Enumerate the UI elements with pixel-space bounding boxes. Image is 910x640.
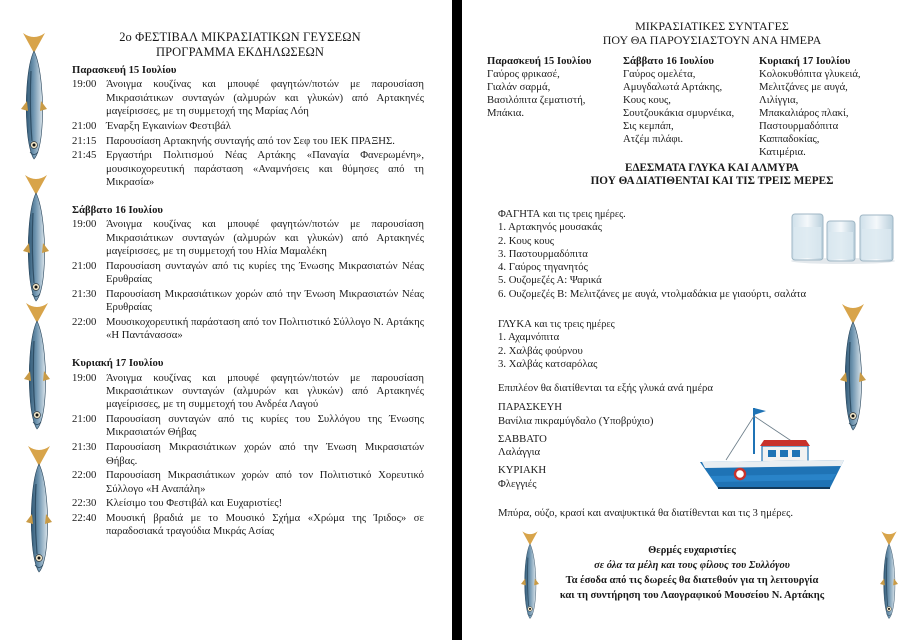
event-row bbox=[72, 260, 424, 287]
event-time: 19:00 bbox=[72, 371, 97, 384]
event-description: Παρουσίαση συνταγών από τις κυρίες του Συλλόγου της Ένωσης Μικρασιατών Θήβας bbox=[106, 413, 424, 439]
dishes-subtitle bbox=[562, 162, 862, 187]
recipe-item: Κολοκυθόπιτα γλυκειά, bbox=[759, 68, 861, 80]
recipe-column-saturday bbox=[623, 55, 759, 159]
event-row bbox=[72, 218, 424, 258]
extra-item: Φλεγγιές bbox=[498, 477, 537, 490]
event-time: 22:00 bbox=[72, 315, 97, 328]
sweet-item: 1. Αχαμνόπιτα bbox=[498, 331, 560, 344]
recipe-columns bbox=[487, 55, 895, 159]
right-panel-recipes bbox=[462, 0, 910, 640]
event-row bbox=[72, 413, 424, 440]
event-row bbox=[72, 316, 424, 343]
event-description: Παρουσίαση Μικρασιάτικων χορών από τον Πολιτιστικό Χορευτικό Σύλλογο «Η Αναπάλη» bbox=[106, 469, 424, 495]
thanks-heading: Θερμές ευχαριστίες bbox=[648, 545, 736, 556]
event-row bbox=[72, 288, 424, 315]
recipe-item: Γιαλάν σαρμά, bbox=[487, 81, 551, 93]
program-title-line1: 2ο ΦΕΣΤΙΒΑΛ ΜΙΚΡΑΣΙΑΤΙΚΩΝ ΓΕΥΣΕΩΝ bbox=[119, 30, 361, 44]
foods-heading-line bbox=[498, 208, 893, 221]
event-time: 22:00 bbox=[72, 469, 97, 482]
event-row bbox=[72, 135, 424, 148]
event-time: 21:30 bbox=[72, 287, 97, 300]
recipe-item: Βασιλόπιτα ζεματιστή, bbox=[487, 94, 586, 106]
day-heading: Κυριακή 17 Ιουλίου bbox=[72, 357, 164, 370]
event-description: Μουσική βραδιά με το Μουσικό Σχήμα «Χρώμα της Ίριδος» σε παραδοσιακά τραγούδια Μικράς Ασίας bbox=[106, 512, 424, 538]
recipe-item: Παστουρμαδόπιτα bbox=[759, 120, 839, 132]
recipe-item: Αμυγδαλωτά Αρτάκης, bbox=[623, 81, 723, 93]
event-description: Παρουσίαση Μικρασιάτικων χορών από την Ένωση Μικρασιατών Νέας Ερυθραίας bbox=[106, 287, 424, 314]
page-divider bbox=[452, 0, 462, 640]
event-description: Άνοιγμα κουζίνας και μπουφέ φαγητών/ποτών με παρουσίαση Μικρασιάτικων συνταγών (αλμυρών και γλυκών) από Αρτακηνές μαγείρισσες, με τη συμμετοχή του Ανδρέα Λαγού bbox=[106, 371, 424, 411]
recipes-title bbox=[562, 20, 862, 47]
event-time: 21:30 bbox=[72, 441, 97, 454]
food-item: 5. Ουζομεζές Α: Ψαρικά bbox=[498, 274, 602, 287]
recipe-day-heading: Κυριακή 17 Ιουλίου bbox=[759, 55, 851, 67]
food-item: 2. Κους κους bbox=[498, 234, 554, 247]
sweets-heading-suffix: και τις τρεις ημέρες bbox=[531, 319, 615, 330]
event-time: 21:00 bbox=[72, 119, 97, 132]
recipe-item: Γαύρος ομελέτα, bbox=[623, 68, 696, 80]
day-heading: Σάββατο 16 Ιουλίου bbox=[72, 203, 163, 216]
program-title bbox=[80, 30, 400, 60]
recipe-item: Κους κους, bbox=[623, 94, 671, 106]
food-item: 4. Γαύρος τηγανητός bbox=[498, 261, 588, 274]
recipes-title-line1: ΜΙΚΡΑΣΙΑΤΙΚΕΣ ΣΥΝΤΑΓΕΣ bbox=[635, 19, 789, 33]
recipe-item: Καππαδοκίας, bbox=[759, 133, 820, 145]
recipe-item: Μελιτζάνες με αυγά, bbox=[759, 81, 848, 93]
extra-sweets-intro: Επιπλέον θα διατίθενται τα εξής γλυκά ανά ημέρα bbox=[498, 382, 713, 394]
event-description: Μουσικοχορευτική παράσταση από τον Πολιτιστικό Σύλλογο Ν. Αρτάκης «Η Παντάνασσα» bbox=[106, 315, 424, 342]
fish-icon bbox=[21, 173, 51, 303]
fishing-boat-icon bbox=[696, 402, 848, 496]
drinks-note: Μπύρα, ούζο, κρασί και αναψυκτικά θα διατίθενται και τις 3 ημέρες. bbox=[498, 507, 794, 519]
fish-icon bbox=[19, 31, 49, 161]
extra-item: Βανίλια πικραμύγδαλο (Υποβρύχιο) bbox=[498, 414, 654, 427]
dishes-subtitle-line2: ΠΟΥ ΘΑ ΔΙΑΤΙΘΕΝΤΑΙ ΚΑΙ ΤΙΣ ΤΡΕΙΣ ΜΕΡΕΣ bbox=[590, 174, 834, 187]
foods-heading: ΦΑΓΗΤΑ bbox=[498, 208, 541, 220]
food-item: 6. Ουζομεζές Β: Μελιτζάνες με αυγά, ντολμαδάκια με γιαούρτι, σαλάτα bbox=[498, 287, 807, 300]
event-description: Άνοιγμα κουζίνας και μπουφέ φαγητών/ποτών με παρουσίαση Μικρασιάτικων συνταγών (αλμυρών και γλυκών) από Αρτακηνές μαγείρισσες, με τη συμμετοχή του Ηλία Μαμαλέκη bbox=[106, 218, 424, 258]
event-time: 21:00 bbox=[72, 413, 97, 426]
sweet-item: 3. Χαλβάς κατσαρόλας bbox=[498, 357, 598, 370]
fish-icon bbox=[22, 301, 52, 431]
event-time: 19:00 bbox=[72, 78, 97, 91]
event-row bbox=[72, 469, 424, 496]
food-item: 1. Αρτακηνός μουσακάς bbox=[498, 221, 602, 234]
foods-section bbox=[498, 208, 893, 301]
recipe-item: Σις κεμπάπ, bbox=[623, 120, 674, 132]
event-row bbox=[72, 78, 424, 118]
event-time: 21:45 bbox=[72, 149, 97, 162]
extra-day: ΣΑΒΒΑΤΟ bbox=[498, 432, 547, 445]
sweet-item: 2. Χαλβάς φούρνου bbox=[498, 344, 583, 357]
event-description: Εργαστήρι Πολιτισμού Νέας Αρτάκης «Παναγία Φανερωμένη», μουσικοχορευτική παράσταση «Αναμνήσεις και θύμησες από τη Μικρασία» bbox=[106, 149, 424, 189]
thanks-line: σε όλα τα μέλη και τους φίλους του Συλλόγου bbox=[594, 560, 790, 571]
sweets-section bbox=[498, 318, 893, 371]
event-time: 21:00 bbox=[72, 259, 97, 272]
event-time: 19:00 bbox=[72, 218, 97, 231]
recipe-day-heading: Σάββατο 16 Ιουλίου bbox=[623, 55, 714, 67]
event-row bbox=[72, 512, 424, 539]
event-description: Παρουσίαση Μικρασιάτικων χορών από την Ένωση Μικρασιατών Θήβας. bbox=[106, 441, 424, 467]
event-description: Παρουσίαση συνταγών από τις κυρίες της Ένωσης Μικρασιατών Νέας Ερυθραίας bbox=[106, 259, 424, 286]
recipe-item: Σουτζουκάκια σμυρνέικα, bbox=[623, 107, 735, 119]
dishes-subtitle-line1: ΕΔΕΣΜΑΤΑ ΓΛΥΚΑ ΚΑΙ ΑΛΜΥΡΑ bbox=[624, 162, 800, 174]
event-description: Άνοιγμα κουζίνας και μπουφέ φαγητών/ποτών με παρουσίαση Μικρασιάτικων συνταγών (αλμυρών και γλυκών) από Αρτακηνές μαγείρισσες, με τη συμμετοχή της Μαρίας Λόη bbox=[106, 78, 424, 118]
recipe-item: Ατζέμ πιλάφι. bbox=[623, 133, 684, 145]
recipe-day-heading: Παρασκευή 15 Ιουλίου bbox=[487, 55, 592, 67]
thanks-line: και τη συντήρηση του Λαογραφικού Μουσείου Ν. Αρτάκης bbox=[559, 590, 825, 601]
event-row bbox=[72, 372, 424, 412]
recipe-column-friday bbox=[487, 55, 623, 159]
event-row bbox=[72, 497, 424, 510]
recipe-item: Μπάκια. bbox=[487, 107, 525, 119]
recipe-column-sunday bbox=[759, 55, 895, 159]
event-description: Έναρξη Εγκαινίων Φεστιβάλ bbox=[106, 119, 231, 132]
recipe-item: Μπακαλιάρος πλακί, bbox=[759, 107, 849, 119]
event-time: 22:40 bbox=[72, 512, 97, 525]
recipe-item: Γαύρος φρικασέ, bbox=[487, 68, 560, 80]
acknowledgements bbox=[532, 543, 852, 603]
extra-item: Λαλάγγια bbox=[498, 446, 541, 459]
sweets-heading-line bbox=[498, 318, 893, 331]
event-row bbox=[72, 120, 424, 133]
sweets-heading: ΓΛΥΚΑ bbox=[498, 318, 532, 330]
fish-icon bbox=[874, 530, 904, 620]
extra-day: ΠΑΡΑΣΚΕΥΗ bbox=[498, 401, 563, 414]
event-row bbox=[72, 149, 424, 189]
foods-heading-suffix: και τις τρεις ημέρες. bbox=[540, 209, 626, 220]
thanks-line: Τα έσοδα από τις δωρεές θα διατεθούν για τη λειτουργία bbox=[565, 575, 819, 586]
recipe-item: Κατιμέρια. bbox=[759, 146, 806, 158]
extra-day: ΚΥΡΙΑΚΗ bbox=[498, 464, 547, 477]
event-time: 21:15 bbox=[72, 134, 97, 147]
event-description: Παρουσίαση Αρτακηνής συνταγής από τον Σεφ του ΙΕΚ ΠΡΑΞΗΣ. bbox=[106, 134, 395, 147]
day-heading: Παρασκευή 15 Ιουλίου bbox=[72, 64, 177, 76]
event-time: 22:30 bbox=[72, 497, 97, 510]
program-title-line2: ΠΡΟΓΡΑΜΜΑ ΕΚΔΗΛΩΣΕΩΝ bbox=[155, 45, 325, 59]
event-row bbox=[72, 441, 424, 468]
event-schedule bbox=[72, 64, 424, 540]
recipes-title-line2: ΠΟΥ ΘΑ ΠΑΡΟΥΣΙΑΣΤΟΥΝ ΑΝΑ ΗΜΕΡΑ bbox=[602, 32, 822, 47]
left-panel-program bbox=[0, 0, 452, 640]
fish-icon bbox=[24, 444, 54, 574]
food-item: 3. Παστουρμαδόπιτα bbox=[498, 247, 588, 260]
event-description: Κλείσιμο του Φεστιβάλ και Ευχαριστίες! bbox=[106, 497, 283, 510]
recipe-item: Λιλίγγια, bbox=[759, 94, 799, 106]
